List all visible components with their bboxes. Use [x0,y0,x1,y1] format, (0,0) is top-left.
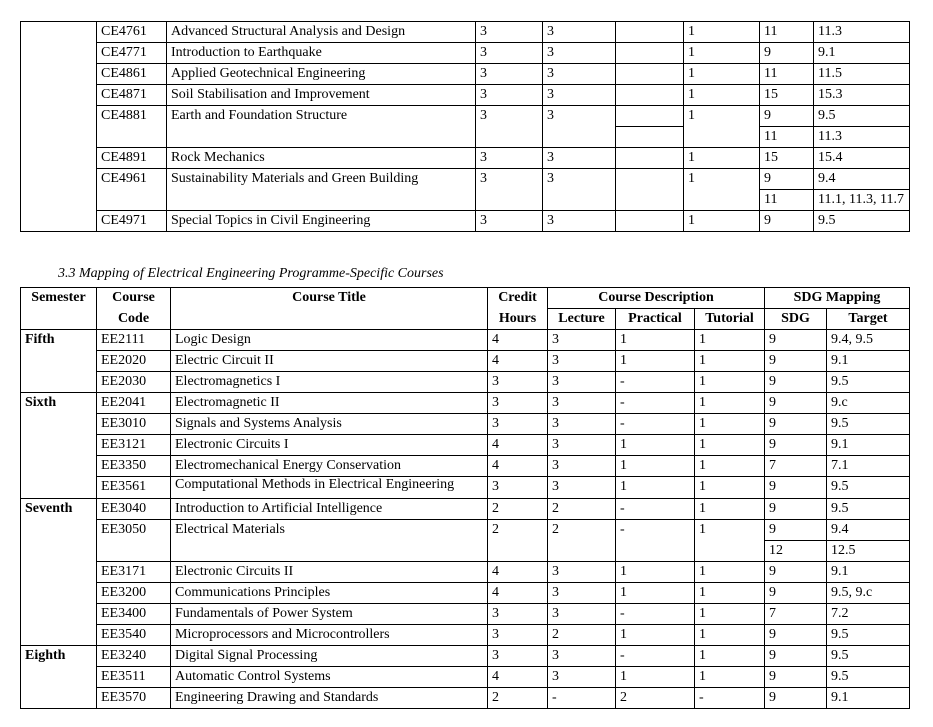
course-code: EE3240 [97,646,171,667]
credit-hours: 3 [476,85,543,106]
course-code: EE3400 [97,604,171,625]
target: 9.5 [827,625,910,646]
tutorial: - [695,688,765,709]
credit-hours: 3 [488,625,548,646]
lecture: 3 [548,351,616,372]
practical: 2 [616,688,695,709]
target: 7.1 [827,456,910,477]
target: 9.5 [827,372,910,393]
table-row [21,583,910,604]
target: 9.4 [814,169,910,190]
lecture: 3 [548,435,616,456]
practical [616,211,684,232]
course-code: EE3570 [97,688,171,709]
course-code: EE3350 [97,456,171,477]
lecture: 3 [543,106,616,148]
table-row [21,688,910,709]
course-title: Computational Methods in Electrical Engineering [171,477,488,499]
course-title: Earth and Foundation Structure [167,106,476,148]
semester-cell [21,22,97,232]
course-code: EE3540 [97,625,171,646]
sdg: 9 [765,688,827,709]
practical: - [616,393,695,414]
credit-hours: 3 [488,393,548,414]
practical: - [616,604,695,625]
course-code: EE2041 [97,393,171,414]
credit-hours: 3 [488,414,548,435]
tutorial: 1 [695,499,765,520]
tutorial: 1 [684,43,760,64]
target: 9.5 [827,499,910,520]
target: 9.5 [814,106,910,127]
course-code: CE4771 [97,43,167,64]
header-course-title: Course Title [171,288,488,309]
sdg: 11 [760,22,814,43]
header-tutorial: Tutorial [695,309,765,330]
tutorial: 1 [695,372,765,393]
course-code: EE3050 [97,520,171,562]
sdg: 15 [760,148,814,169]
sdg: 9 [765,562,827,583]
practical [616,106,684,127]
course-code: EE3010 [97,414,171,435]
credit-hours: 3 [476,211,543,232]
lecture: 3 [543,43,616,64]
target: 9.1 [827,435,910,456]
credit-hours: 4 [488,667,548,688]
sdg: 9 [765,667,827,688]
sdg: 9 [765,330,827,351]
target: 9.5 [827,477,910,499]
table-row [21,477,910,499]
sdg: 9 [760,43,814,64]
tutorial: 1 [695,583,765,604]
lecture: 3 [543,169,616,211]
target: 9.5, 9.c [827,583,910,604]
course-code: CE4871 [97,85,167,106]
target: 7.2 [827,604,910,625]
course-code: EE3561 [97,477,171,499]
sdg: 7 [765,456,827,477]
table-row [21,646,910,667]
course-title: Sustainability Materials and Green Building [167,169,476,211]
course-title: Introduction to Artificial Intelligence [171,499,488,520]
table-row [21,211,910,232]
table-row [21,106,910,127]
target: 9.5 [827,667,910,688]
course-code: EE3121 [97,435,171,456]
sdg: 9 [765,477,827,499]
course-title: Electromagnetic II [171,393,488,414]
electrical-courses-table [20,287,910,709]
credit-hours: 3 [488,646,548,667]
credit-hours: 2 [488,688,548,709]
target: 9.c [827,393,910,414]
header-course-title-blank [171,309,488,330]
course-title: Electronic Circuits II [171,562,488,583]
course-title: Special Topics in Civil Engineering [167,211,476,232]
tutorial: 1 [695,604,765,625]
sdg: 9 [765,625,827,646]
tutorial: 1 [684,22,760,43]
sdg: 9 [765,499,827,520]
sdg: 9 [765,414,827,435]
practical [616,169,684,211]
table-row [21,351,910,372]
target: 11.3 [814,22,910,43]
course-title: Electric Circuit II [171,351,488,372]
section-heading: 3.3 Mapping of Electrical Engineering Programme-Specific Courses [58,266,444,281]
tutorial: 1 [695,330,765,351]
sdg: 9 [765,646,827,667]
credit-hours: 2 [488,520,548,562]
sdg: 7 [765,604,827,625]
credit-hours: 3 [476,22,543,43]
header-practical: Practical [616,309,695,330]
course-title: Engineering Drawing and Standards [171,688,488,709]
lecture: 3 [548,604,616,625]
credit-hours: 4 [488,435,548,456]
practical [616,85,684,106]
sdg: 11 [760,64,814,85]
tutorial: 1 [695,435,765,456]
sdg: 11 [760,127,814,148]
practical [616,127,684,148]
credit-hours: 2 [488,499,548,520]
tutorial: 1 [695,646,765,667]
lecture: 3 [543,148,616,169]
header-target: Target [827,309,910,330]
practical: 1 [616,667,695,688]
course-code: EE3511 [97,667,171,688]
table-row [21,330,910,351]
course-title: Electrical Materials [171,520,488,562]
credit-hours: 3 [476,169,543,211]
tutorial: 1 [695,477,765,499]
credit-hours: 4 [488,583,548,604]
tutorial: 1 [695,414,765,435]
table-row [21,435,910,456]
target: 12.5 [827,541,910,562]
sdg: 9 [765,351,827,372]
lecture: 3 [543,64,616,85]
credit-hours: 3 [488,604,548,625]
course-code: CE4891 [97,148,167,169]
target: 9.5 [827,646,910,667]
tutorial: 1 [684,85,760,106]
sdg: 9 [760,106,814,127]
header-course-code-1: Course [97,288,171,309]
course-title: Automatic Control Systems [171,667,488,688]
practical: - [616,372,695,393]
target: 9.1 [827,688,910,709]
practical: 1 [616,330,695,351]
header-course-code-2: Code [97,309,171,330]
practical [616,22,684,43]
credit-hours: 3 [476,106,543,148]
table-row [21,520,910,541]
civil-courses-table [20,21,910,232]
tutorial: 1 [695,667,765,688]
lecture: 3 [548,477,616,499]
table-row [21,148,910,169]
semester-fifth: Fifth [21,330,97,393]
target: 11.1, 11.3, 11.7 [814,190,910,211]
target: 9.4 [827,520,910,541]
practical: - [616,646,695,667]
table-row [21,499,910,520]
lecture: 2 [548,625,616,646]
course-title: Digital Signal Processing [171,646,488,667]
target: 11.3 [814,127,910,148]
lecture: 3 [548,646,616,667]
table-row [21,414,910,435]
course-code: CE4861 [97,64,167,85]
course-title: Electromagnetics I [171,372,488,393]
header-sdg: SDG [765,309,827,330]
target: 9.1 [827,351,910,372]
practical: 1 [616,351,695,372]
course-title: Signals and Systems Analysis [171,414,488,435]
course-title: Electronic Circuits I [171,435,488,456]
lecture: 2 [548,499,616,520]
target: 9.5 [827,414,910,435]
credit-hours: 4 [488,330,548,351]
sdg: 15 [760,85,814,106]
tutorial: 1 [695,456,765,477]
practical: 1 [616,562,695,583]
course-code: EE2020 [97,351,171,372]
header-credit-1: Credit [488,288,548,309]
course-code: EE3200 [97,583,171,604]
target: 9.1 [827,562,910,583]
header-semester: Semester [21,288,97,330]
course-code: EE3171 [97,562,171,583]
semester-sixth: Sixth [21,393,97,499]
tutorial: 1 [684,211,760,232]
sdg: 9 [765,583,827,604]
credit-hours: 3 [476,64,543,85]
target: 15.4 [814,148,910,169]
sdg: 12 [765,541,827,562]
course-title: Soil Stabilisation and Improvement [167,85,476,106]
header-course-description: Course Description [548,288,765,309]
target: 9.1 [814,43,910,64]
course-title: Communications Principles [171,583,488,604]
practical [616,64,684,85]
credit-hours: 3 [476,43,543,64]
credit-hours: 4 [488,351,548,372]
sdg: 9 [765,372,827,393]
header-sdg-mapping: SDG Mapping [765,288,910,309]
credit-hours: 3 [488,477,548,499]
lecture: 3 [548,583,616,604]
lecture: - [548,688,616,709]
course-code: EE2030 [97,372,171,393]
practical: - [616,414,695,435]
table-row [21,562,910,583]
semester-eighth: Eighth [21,646,97,709]
credit-hours: 3 [488,372,548,393]
course-title: Fundamentals of Power System [171,604,488,625]
table-row [21,64,910,85]
table-row [21,43,910,64]
practical: 1 [616,625,695,646]
sdg: 9 [765,393,827,414]
sdg: 9 [765,435,827,456]
course-title: Advanced Structural Analysis and Design [167,22,476,43]
tutorial: 1 [684,64,760,85]
practical: 1 [616,456,695,477]
course-code: CE4971 [97,211,167,232]
table-row [21,667,910,688]
tutorial: 1 [684,106,760,148]
practical [616,148,684,169]
practical: 1 [616,477,695,499]
semester-seventh: Seventh [21,499,97,646]
table-row [21,372,910,393]
table-row [21,169,910,190]
practical: - [616,520,695,562]
course-title: Introduction to Earthquake [167,43,476,64]
sdg: 9 [760,211,814,232]
table-row [21,85,910,106]
target: 15.3 [814,85,910,106]
tutorial: 1 [695,351,765,372]
lecture: 3 [548,667,616,688]
tutorial: 1 [684,169,760,211]
table-row [21,393,910,414]
course-title: Logic Design [171,330,488,351]
credit-hours: 4 [488,456,548,477]
course-code: CE4961 [97,169,167,211]
sdg: 9 [765,520,827,541]
course-title: Microprocessors and Microcontrollers [171,625,488,646]
header-lecture: Lecture [548,309,616,330]
header-credit-2: Hours [488,309,548,330]
target: 11.5 [814,64,910,85]
course-title: Rock Mechanics [167,148,476,169]
lecture: 3 [548,414,616,435]
tutorial: 1 [695,393,765,414]
practical [616,43,684,64]
tutorial: 1 [684,148,760,169]
tutorial: 1 [695,520,765,562]
course-code: EE3040 [97,499,171,520]
table-row [21,604,910,625]
practical: - [616,499,695,520]
course-title: Applied Geotechnical Engineering [167,64,476,85]
lecture: 3 [548,562,616,583]
lecture: 2 [548,520,616,562]
tutorial: 1 [695,562,765,583]
lecture: 3 [548,372,616,393]
target: 9.5 [814,211,910,232]
sdg: 9 [760,169,814,190]
practical: 1 [616,435,695,456]
credit-hours: 4 [488,562,548,583]
lecture: 3 [543,85,616,106]
lecture: 3 [548,393,616,414]
lecture: 3 [543,211,616,232]
tutorial: 1 [695,625,765,646]
table-row [21,625,910,646]
target: 9.4, 9.5 [827,330,910,351]
lecture: 3 [548,330,616,351]
table-row [21,22,910,43]
lecture: 3 [548,456,616,477]
lecture: 3 [543,22,616,43]
course-code: EE2111 [97,330,171,351]
practical: 1 [616,583,695,604]
credit-hours: 3 [476,148,543,169]
course-code: CE4881 [97,106,167,148]
sdg: 11 [760,190,814,211]
course-code: CE4761 [97,22,167,43]
course-title: Electromechanical Energy Conservation [171,456,488,477]
table-row [21,456,910,477]
